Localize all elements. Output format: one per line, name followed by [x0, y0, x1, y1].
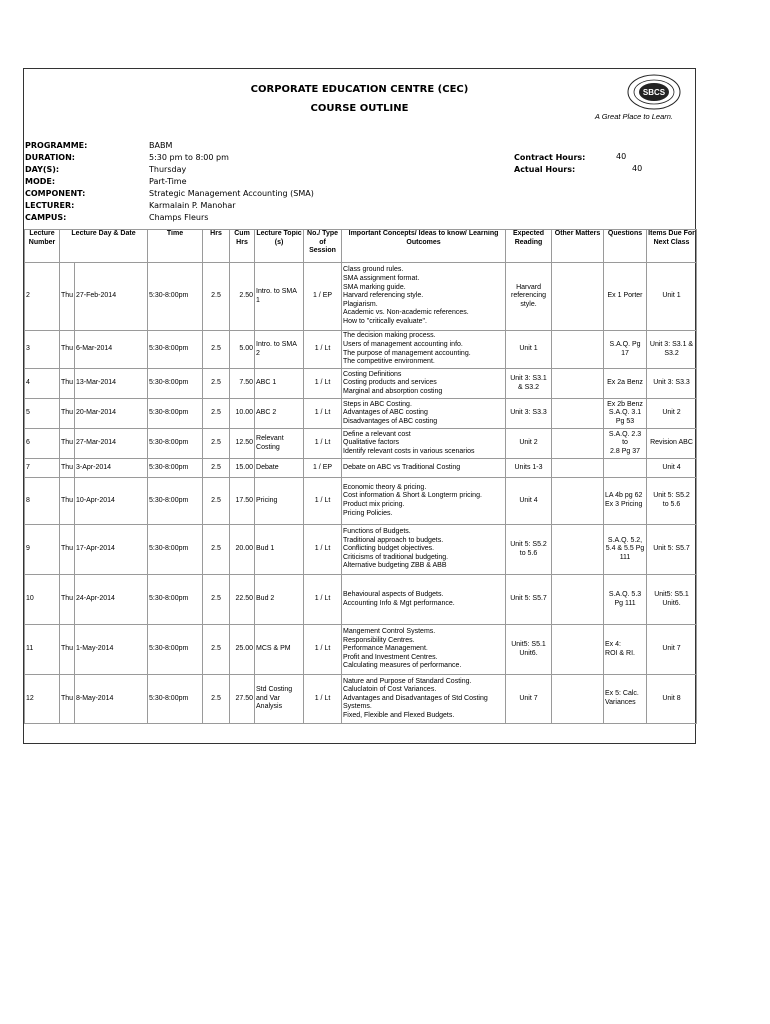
hrs-cell: 2.5 [203, 525, 230, 575]
day-cell: Thu [60, 263, 75, 331]
day-cell: Thu [60, 399, 75, 429]
date-cell: 13-Mar-2014 [75, 369, 148, 399]
topic-cell: Bud 1 [255, 525, 304, 575]
concepts-cell: Nature and Purpose of Standard Costing. Caluclatoin of Cost Variances. Advantages and Disadvantages of Std Costing Systems. Fixed, Flexible and Flexed Budgets. [342, 675, 506, 724]
date-cell: 17-Apr-2014 [75, 525, 148, 575]
session-type-cell: 1 / Lt [304, 575, 342, 625]
reading-cell: Unit 1 [506, 331, 552, 369]
header-concepts: Important Concepts/ Ideas to know/ Learning Outcomes [342, 230, 506, 263]
page-subtitle: COURSE OUTLINE [310, 103, 409, 114]
hrs-cell: 2.5 [203, 399, 230, 429]
time-cell: 5:30-8:00pm [148, 263, 203, 331]
questions-cell: Ex 2a Benz [604, 369, 647, 399]
contract-hours-value: 40 [616, 152, 627, 161]
day-cell: Thu [60, 429, 75, 459]
cum-hrs-cell: 17.50 [230, 478, 255, 525]
day-cell: Thu [60, 369, 75, 399]
items-due-cell: Unit5: S5.1 Unit6. [647, 575, 697, 625]
tagline: A Great Place to Learn. [594, 112, 673, 121]
header-items-due: Items Due For Next Class [647, 230, 697, 263]
table-row [25, 331, 697, 369]
time-cell: 5:30-8:00pm [148, 459, 203, 478]
topic-cell: Intro. to SMA 1 [255, 263, 304, 331]
concepts-cell: Define a relevant cost Qualitative factors Identify relevant costs in various scenarios [342, 429, 506, 459]
table-row [25, 525, 697, 575]
topic-cell: MCS & PM [255, 625, 304, 675]
time-cell: 5:30-8:00pm [148, 478, 203, 525]
cum-hrs-cell: 15.00 [230, 459, 255, 478]
table-row [25, 478, 697, 525]
other-matters-cell [552, 331, 604, 369]
reading-cell: Unit 7 [506, 675, 552, 724]
questions-cell: S.A.Q. Pg 17 [604, 331, 647, 369]
lecture-number-cell: 9 [25, 525, 60, 575]
lecture-number-cell: 7 [25, 459, 60, 478]
reading-cell: Unit 4 [506, 478, 552, 525]
session-type-cell: 1 / Lt [304, 331, 342, 369]
lecture-number-cell: 2 [25, 263, 60, 331]
time-cell: 5:30-8:00pm [148, 369, 203, 399]
lecture-number-cell: 5 [25, 399, 60, 429]
hrs-cell: 2.5 [203, 575, 230, 625]
session-type-cell: 1 / Lt [304, 625, 342, 675]
value-mode: Part-Time [149, 177, 187, 186]
other-matters-cell [552, 429, 604, 459]
other-matters-cell [552, 625, 604, 675]
session-type-cell: 1 / Lt [304, 399, 342, 429]
date-cell: 6-Mar-2014 [75, 331, 148, 369]
questions-cell [604, 459, 647, 478]
topic-cell: Bud 2 [255, 575, 304, 625]
date-cell: 8-May-2014 [75, 675, 148, 724]
items-due-cell: Unit 7 [647, 625, 697, 675]
value-campus: Champs Fleurs [149, 213, 209, 222]
header-cum-hrs: Cum Hrs [230, 230, 255, 263]
concepts-cell: Behavioural aspects of Budgets. Accounting Info & Mgt performance. [342, 575, 506, 625]
table-row [25, 399, 697, 429]
reading-cell: Unit 5: S5.2 to 5.6 [506, 525, 552, 575]
time-cell: 5:30-8:00pm [148, 429, 203, 459]
topic-cell: ABC 1 [255, 369, 304, 399]
reading-cell: Units 1-3 [506, 459, 552, 478]
other-matters-cell [552, 675, 604, 724]
other-matters-cell [552, 525, 604, 575]
table-row [25, 675, 697, 724]
day-cell: Thu [60, 331, 75, 369]
session-type-cell: 1 / Lt [304, 429, 342, 459]
cum-hrs-cell: 12.50 [230, 429, 255, 459]
questions-cell: S.A.Q. 5.2, 5.4 & 5.5 Pg 111 [604, 525, 647, 575]
header-topic: Lecture Topic (s) [255, 230, 304, 263]
time-cell: 5:30-8:00pm [148, 675, 203, 724]
course-outline-table [24, 229, 697, 724]
actual-hours-label: Actual Hours: [514, 165, 576, 174]
hrs-cell: 2.5 [203, 478, 230, 525]
topic-cell: Std Costing and Var Analysis [255, 675, 304, 724]
reading-cell: Unit 3: S3.1 & S3.2 [506, 369, 552, 399]
session-type-cell: 1 / EP [304, 459, 342, 478]
reading-cell: Unit 2 [506, 429, 552, 459]
concepts-cell: Steps in ABC Costing. Advantages of ABC costing Disadvantages of ABC costing [342, 399, 506, 429]
cum-hrs-cell: 10.00 [230, 399, 255, 429]
cum-hrs-cell: 27.50 [230, 675, 255, 724]
items-due-cell: Unit 3: S3.3 [647, 369, 697, 399]
concepts-cell: Costing Definitions Costing products and services Marginal and absorption costing [342, 369, 506, 399]
items-due-cell: Unit 5: S5.2 to 5.6 [647, 478, 697, 525]
hrs-cell: 2.5 [203, 625, 230, 675]
table-row [25, 625, 697, 675]
time-cell: 5:30-8:00pm [148, 575, 203, 625]
value-component: Strategic Management Accounting (SMA) [149, 189, 314, 198]
items-due-cell: Unit 4 [647, 459, 697, 478]
topic-cell: ABC 2 [255, 399, 304, 429]
session-type-cell: 1 / Lt [304, 478, 342, 525]
topic-cell: Intro. to SMA 2 [255, 331, 304, 369]
items-due-cell: Unit 1 [647, 263, 697, 331]
lecture-number-cell: 10 [25, 575, 60, 625]
label-days: DAY(S): [25, 165, 60, 174]
concepts-cell: Economic theory & pricing. Cost information & Short & Longterm pricing. Product mix pricing. Pricing Policies. [342, 478, 506, 525]
day-cell: Thu [60, 675, 75, 724]
questions-cell: LA 4b pg 62 Ex 3 Pricing [604, 478, 647, 525]
contract-hours-label: Contract Hours: [514, 153, 586, 162]
cum-hrs-cell: 5.00 [230, 331, 255, 369]
info-values [149, 140, 314, 224]
header-session-type: No./ Type of Session [304, 230, 342, 263]
lecture-number-cell: 12 [25, 675, 60, 724]
label-duration: DURATION: [25, 153, 75, 162]
questions-cell: Ex 4: ROI & RI. [604, 625, 647, 675]
items-due-cell: Unit 3: S3.1 & S3.2 [647, 331, 697, 369]
value-days: Thursday [149, 165, 187, 174]
lecture-number-cell: 11 [25, 625, 60, 675]
items-due-cell: Unit 2 [647, 399, 697, 429]
header-reading: Expected Reading [506, 230, 552, 263]
label-mode: MODE: [25, 177, 56, 186]
questions-cell: S.A.Q. 5.3 Pg 111 [604, 575, 647, 625]
header-lecture-number: Lecture Number [25, 230, 60, 263]
topic-cell: Relevant Costing [255, 429, 304, 459]
cum-hrs-cell: 20.00 [230, 525, 255, 575]
header-day-date: Lecture Day & Date [60, 230, 148, 263]
hrs-cell: 2.5 [203, 331, 230, 369]
concepts-cell: Debate on ABC vs Traditional Costing [342, 459, 506, 478]
items-due-cell: Unit 5: S5.7 [647, 525, 697, 575]
sbcs-logo [626, 73, 682, 111]
other-matters-cell [552, 369, 604, 399]
label-campus: CAMPUS: [25, 213, 67, 222]
day-cell: Thu [60, 575, 75, 625]
items-due-cell: Unit 8 [647, 675, 697, 724]
time-cell: 5:30-8:00pm [148, 625, 203, 675]
reading-cell: Unit 3: S3.3 [506, 399, 552, 429]
date-cell: 10-Apr-2014 [75, 478, 148, 525]
topic-cell: Debate [255, 459, 304, 478]
header-time: Time [148, 230, 203, 263]
table-header-row [25, 230, 697, 263]
table-row [25, 263, 697, 331]
value-lecturer: Karmalain P. Manohar [149, 201, 236, 210]
date-cell: 20-Mar-2014 [75, 399, 148, 429]
actual-hours-value: 40 [632, 164, 643, 173]
cum-hrs-cell: 7.50 [230, 369, 255, 399]
questions-cell: Ex 2b Benz S.A.Q. 3.1 Pg 53 [604, 399, 647, 429]
date-cell: 27-Feb-2014 [75, 263, 148, 331]
hrs-cell: 2.5 [203, 429, 230, 459]
table-row [25, 575, 697, 625]
table-row [25, 429, 697, 459]
header-other: Other Matters [552, 230, 604, 263]
questions-cell: S.A.Q. 2.3 to 2.8 Pg 37 [604, 429, 647, 459]
course-outline-page [23, 68, 696, 744]
session-type-cell: 1 / Lt [304, 369, 342, 399]
day-cell: Thu [60, 525, 75, 575]
cum-hrs-cell: 22.50 [230, 575, 255, 625]
date-cell: 1-May-2014 [75, 625, 148, 675]
table-row [25, 369, 697, 399]
hrs-cell: 2.5 [203, 263, 230, 331]
header-hrs: Hrs [203, 230, 230, 263]
reading-cell: Harvard referencing style. [506, 263, 552, 331]
questions-cell: Ex 5: Calc. Variances [604, 675, 647, 724]
value-duration: 5:30 pm to 8:00 pm [149, 153, 229, 162]
session-type-cell: 1 / EP [304, 263, 342, 331]
info-labels [25, 140, 87, 224]
items-due-cell: Revision ABC [647, 429, 697, 459]
value-programme: BABM [149, 141, 173, 150]
time-cell: 5:30-8:00pm [148, 331, 203, 369]
topic-cell: Pricing [255, 478, 304, 525]
questions-cell: Ex 1 Porter [604, 263, 647, 331]
reading-cell: Unit 5: S5.7 [506, 575, 552, 625]
time-cell: 5:30-8:00pm [148, 399, 203, 429]
date-cell: 27-Mar-2014 [75, 429, 148, 459]
session-type-cell: 1 / Lt [304, 675, 342, 724]
lecture-number-cell: 8 [25, 478, 60, 525]
table-row [25, 459, 697, 478]
header-questions: Questions [604, 230, 647, 263]
other-matters-cell [552, 478, 604, 525]
day-cell: Thu [60, 478, 75, 525]
concepts-cell: Class ground rules. SMA assignment format. SMA marking guide. Harvard referencing style. Plagiarism. Academic vs. Non-academic references. How to "critically evaluate". [342, 263, 506, 331]
lecture-number-cell: 3 [25, 331, 60, 369]
other-matters-cell [552, 399, 604, 429]
date-cell: 3-Apr-2014 [75, 459, 148, 478]
time-cell: 5:30-8:00pm [148, 525, 203, 575]
hrs-cell: 2.5 [203, 369, 230, 399]
other-matters-cell [552, 575, 604, 625]
label-programme: PROGRAMME: [25, 141, 88, 150]
day-cell: Thu [60, 459, 75, 478]
hrs-cell: 2.5 [203, 675, 230, 724]
day-cell: Thu [60, 625, 75, 675]
hrs-cell: 2.5 [203, 459, 230, 478]
other-matters-cell [552, 263, 604, 331]
other-matters-cell [552, 459, 604, 478]
reading-cell: Unit5: S5.1 Unit6. [506, 625, 552, 675]
cum-hrs-cell: 2.50 [230, 263, 255, 331]
hours-labels [514, 152, 585, 176]
svg-text:SBCS: SBCS [642, 88, 666, 97]
label-lecturer: LECTURER: [25, 201, 75, 210]
date-cell: 24-Apr-2014 [75, 575, 148, 625]
lecture-number-cell: 4 [25, 369, 60, 399]
cum-hrs-cell: 25.00 [230, 625, 255, 675]
lecture-number-cell: 6 [25, 429, 60, 459]
concepts-cell: The decision making process. Users of management accounting info. The purpose of management accounting. The competitive environment. [342, 331, 506, 369]
session-type-cell: 1 / Lt [304, 525, 342, 575]
page-title: CORPORATE EDUCATION CENTRE (CEC) [250, 84, 469, 95]
concepts-cell: Mangement Control Systems. Responsibility Centres. Performance Management. Profit and Investment Centres. Calculating measures of performance. [342, 625, 506, 675]
concepts-cell: Functions of Budgets. Traditional approach to budgets. Conflicting budget objectives. Criticisms of traditional budgeting. Alternative budgeting ZBB & ABB [342, 525, 506, 575]
label-component: COMPONENT: [25, 189, 86, 198]
